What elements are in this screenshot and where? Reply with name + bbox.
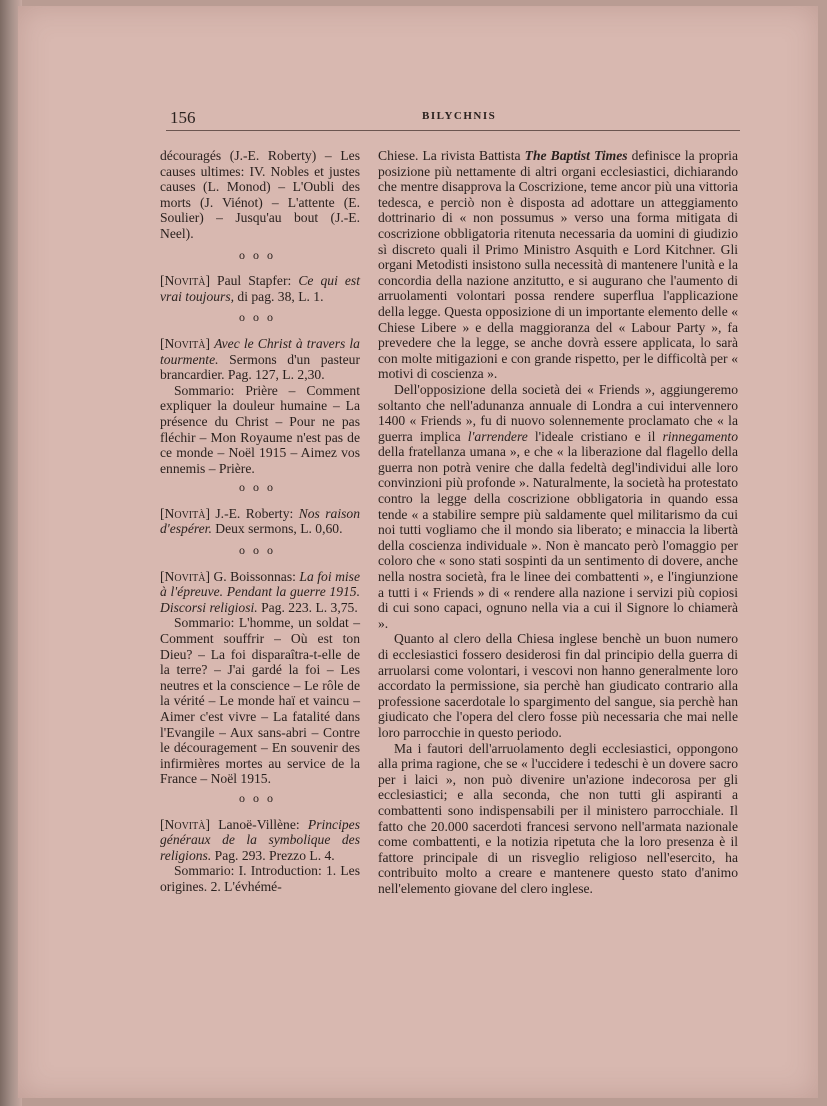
left-intro: découragés (J.-E. Roberty) – Les causes ultimes: IV. Nobles et justes causes (L. Monod) – L'Oubli des morts (J. Viénot) – L'attente (E. Soulier) – Jusqu'au bout (J.-E. Neel). (160, 148, 360, 241)
entry-title: Ce qui est vrai toujours, (160, 273, 360, 304)
article-paragraph: Ma i fautori dell'arruolamento degli ecclesiastici, oppongono alla prima ragione, che se « l'uccidere i tedeschi è un dovere sacro per i laici », non può divenire un'azione indecorosa per gli ecclesiastici; e alla seconda, che non tutti gli aspiranti a combattenti sono indispensabili per il ministero parrocchiale. Il fatto che 20.000 sacerdoti francesi servono nell'armata nazionale come combattenti, e la notizia ripetuta che la loro presenza è il fattore principale di un risveglio religioso nell'esercito, ha contribuito molto a creare e mantenere questo stato d'animo nell'elemento giovane del clero inglese. (378, 740, 738, 896)
entry-title: Avec le Christ à travers la tourmente. (160, 335, 360, 367)
header-rule (166, 130, 740, 131)
entry-summary: Sommario: I. Introduction: 1. Les origines. 2. L'évhémé- (160, 863, 360, 894)
entry-details: Pag. 223. L. 3,75. (257, 599, 358, 615)
paragraph-text: definisce la propria posizione più nettamente di altri organi ecclesiastici, dichiarando che mentre disapprova la Coscrizione, teme ancor più una vittoria tedesca, e perciò non è disposta ad adottare un atteggiamento dottrinario di « non possumus » verso una forma mitigata di coscrizione obbligatoria ritenuta necessaria da uomini di giudizio sì discreto quali il Primo Ministro Asquith e Lord Kitchner. Gli organi Metodisti insistono sulla necessità di mantenere l'unità e la concordia della nazione anzitutto, e si augurano che l'aumento di arruolamenti volontari possa rendere superflua l'applicazione della legge. Questa opposizione di un importante elemento delle « Chiese Libere » e della maggioranza del « Labour Party », fa prevedere che la legge, se anche dovrà essere applicata, lo sarà con molte mitigazioni e con grande rispetto, per le difficoltà per « motivi di coscienza ». (378, 148, 738, 382)
entry-summary: Sommario: Prière – Comment expliquer la douleur humaine – La présence du Christ – Pour ne pas fléchir – Mon Royaume n'est pas de ce monde – Noël 1915 – Aimez vos ennemis – Prière. (160, 382, 360, 476)
entry-author: J.-E. Roberty: (209, 505, 299, 521)
paragraph-text: Chiese. La rivista Battista (378, 148, 525, 163)
entry-details: Sermons d'un pasteur brancardier. Pag. 127, L. 2,30. (160, 351, 360, 383)
entry-author: Paul Stapfer: (209, 273, 299, 289)
article-paragraph: Quanto al clero della Chiesa inglese benchè un buon numero di ecclesiastici fossero desiderosi fin dal principio della guerra di arruolarsi come volontari, i vescovi non hanno generalmente loro accordato la permissione, sia perchè han giudicato contrario alla professione sacerdotale lo spargimento del sangue, sia perchè han giudicato che l'opera del clero fosse più necessaria che mai nelle loro parrocchie in questo periodo. (378, 631, 738, 740)
running-title: BILYCHNIS (422, 110, 497, 122)
entry-summary: Sommario: L'homme, un soldat – Comment souffrir – Où est ton Dieu? – La foi disparaîtra-t-elle de la terre? – J'ai gardé la foi – Les neutres et la conscience – Le rôle de la vérité – Le monde haï et vaincu – Aimer c'est vivre – La fatalité dans l'Evangile – Aux sans-abri – Contre le découragement – En souvenir des infirmières mortes au service de la France – Noël 1915. (160, 615, 360, 787)
article-paragraph (378, 148, 738, 382)
separator: ooo (239, 790, 281, 805)
entry-tag: [Novità] (160, 273, 210, 289)
entry-title: La foi mise à l'épreuve. Pendant la guerre 1915. Discorsi religiosi. (160, 568, 360, 615)
entry-details: Pag. 293. Prezzo L. 4. (211, 847, 335, 863)
entry-tag: [Novità] (160, 568, 210, 584)
book-entry (160, 336, 360, 383)
paragraph-emphasis: l'arrendere (467, 428, 528, 444)
paragraph-text: della fratellanza umana », e che « la liberazione dal flagello della guerra non potrà venire che dalla fedeltà degl'individui alle loro convinzioni più profonde ». Naturalmente, la società ha protestato contro la legge della coscrizione obbligatoria in quando essa tende « a stabilire sempre più saldamente quel militarismo da cui noi tutti vogliamo che il mondo sia liberato; e minaccia la libertà della coscienza individuale ». Non è mancato però l'omaggio per coloro che « sono stati sospinti da un sentimento di dovere, anche nella nostra società, fra le linee dei combattenti », e l'ingiunzione a tutti i « Friends » di « rendere alla nazione i servizi più copiosi di cui sono capaci, ognuno nella via a cui il Signore lo chiamerà ». (378, 444, 738, 631)
book-entry (160, 569, 360, 616)
entry-tag: [Novità] (160, 335, 210, 351)
entry-title: Principes généraux de la symbolique des religions. (160, 816, 360, 863)
right-column (378, 148, 738, 897)
entry-author: G. Boissonnas: (209, 568, 300, 584)
left-column (160, 148, 360, 895)
separator: ooo (239, 543, 281, 558)
entry-tag: [Novità] (160, 505, 210, 521)
page-number: 156 (170, 108, 196, 127)
entry-tag: [Novità] (160, 816, 210, 832)
book-entry (160, 817, 360, 864)
book-entry (160, 506, 360, 537)
page-header (170, 108, 740, 130)
entry-author: Lanoë-Villène: (209, 816, 308, 832)
article-paragraph (378, 382, 738, 632)
entry-title: Nos raison d'espérer. (160, 505, 360, 537)
entry-details: Deux sermons, L. 0,60. (211, 521, 343, 537)
separator: ooo (239, 310, 281, 325)
entry-details: di pag. 38, L. 1. (234, 288, 324, 304)
paragraph-emphasis: rinnegamento (662, 428, 738, 444)
book-entry (160, 273, 360, 304)
paragraph-text: Dell'opposizione della società dei « Friends », aggiungeremo soltanto che nell'adunanza annuale di Londra a cui intervennero 1400 « Friends », fu di nuovo solennemente proclamato che « la guerra implica (378, 381, 738, 444)
separator: ooo (239, 480, 281, 495)
paragraph-text: l'ideale cristiano e il (527, 428, 663, 444)
paragraph-emphasis: The Baptist Times (524, 148, 628, 163)
separator: ooo (239, 247, 281, 262)
